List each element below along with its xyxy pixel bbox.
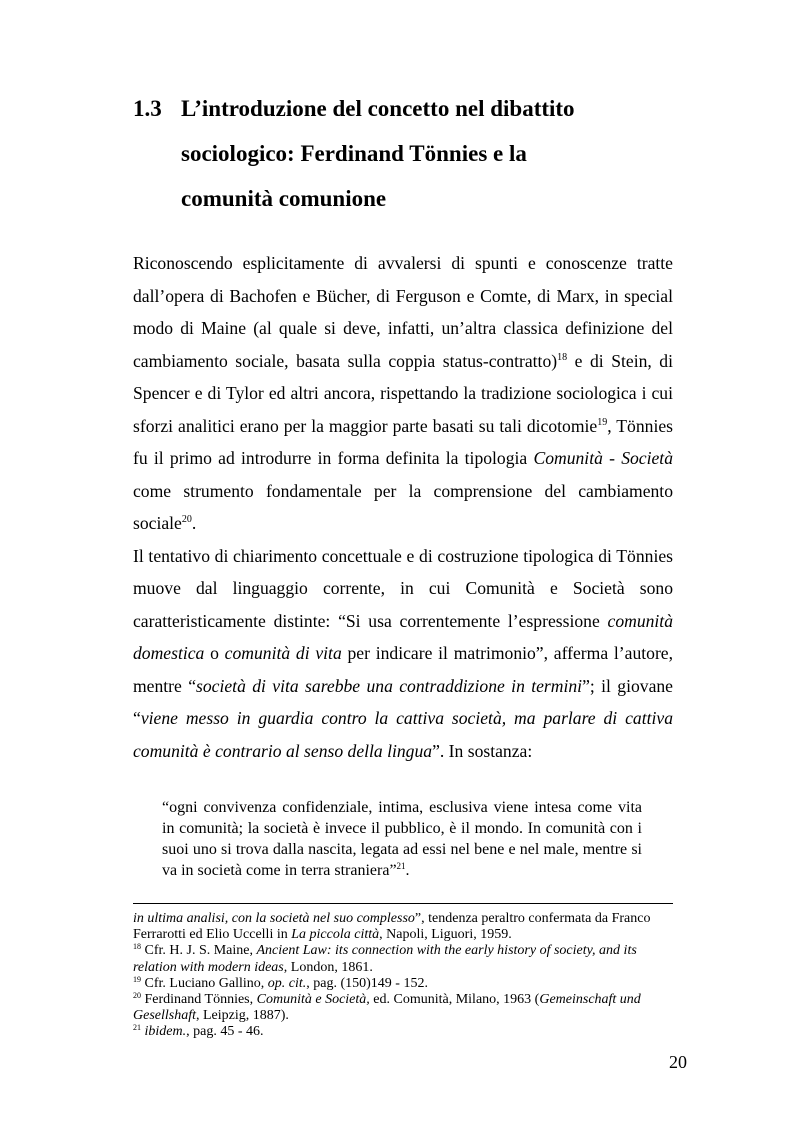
block-quote: “ogni convivenza confidenziale, intima, esclusiva viene intesa come vita in comunità; la società è invece il pubblico, è il mondo. In comunità con i suoi uno si trova dalla nascita, legata ad essi nel bene e nel male, mentre si va in società come in terra straniera”$^{21}$.	[162, 799, 642, 879]
section-title-line-1: L’introduzione del concetto nel dibattito	[181, 96, 575, 121]
paragraph-2: Il tentativo di chiarimento concettuale e di costruzione tipologica di Tönnies muove dal linguaggio corrente, in cui Comunità e Società sono caratteristicamente distinte: “Si usa correntemente l’espressione comunità domestica o comunità di vita per indicare il matrimonio”, afferma l’autore, mentre “società di vita sarebbe una contraddizione in termini”; il giovane “viene messo in guardia contro la cattiva società, ma parlare di cattiva comunità è contrario al senso della lingua”. In sostanza:	[133, 545, 674, 761]
page-number: 20	[669, 1052, 687, 1072]
section-heading	[133, 86, 693, 221]
body-text	[133, 247, 673, 767]
footnote-18: $^{18}$ Cfr. H. J. S. Maine, Ancient Law: its connection with the early history of society, and its relation with modern ideas, London, 1861.	[133, 942, 637, 975]
footnote-ref-20[interactable]: 20	[181, 514, 192, 525]
section-title-line-3: comunità comunione	[181, 186, 387, 211]
footnote-21: $^{21}$ ibidem., pag. 45 - 46.	[133, 1023, 264, 1040]
section-title	[181, 86, 693, 221]
footnote-ref-19[interactable]: 19	[597, 416, 608, 428]
paragraph-1: Riconoscendo esplicitamente di avvalersi di spunti e conoscenze tratte dall’opera di Bachofen e Bücher, di Ferguson e Comte, di Marx, in special modo di Maine (al quale si deve, infatti, un’altra classica definizione del cambiamento sociale, basata sulla coppia status-contratto)$^{18}$ e di Stein, di Spencer e di Tylor ed altri ancora, rispettando la tradizione sociologica i cui sforzi analitici erano per la maggior parte basati su tali dicotomie$^{19}$, Tönnies fu il primo ad introdurre in forma definita la tipologia Comunità - Società come strumento fondamentale per la comprensione del cambiamento sociale$^{20}$.	[133, 253, 673, 533]
footnote-continued: in ultima analisi, con la società nel suo complesso”, tendenza peraltro confermata da Franco Ferrarotti ed Elio Uccelli in La piccola città, Napoli, Liguori, 1959.	[133, 911, 651, 943]
footnote-ref-18[interactable]: 18	[557, 351, 568, 363]
footnote-separator	[133, 903, 673, 904]
section-number: 1.3	[133, 96, 162, 121]
footnotes	[133, 911, 678, 1041]
section-title-line-2: sociologico: Ferdinand Tönnies e la	[181, 141, 527, 166]
footnote-19: $^{19}$ Cfr. Luciano Gallino, op. cit., pag. (150)149 - 152.	[133, 974, 428, 991]
footnote-20: $^{20}$ Ferdinand Tönnies, Comunità e Società, ed. Comunità, Milano, 1963 (Gemeinschaft und Gesellshaft, Leipzig, 1887).	[133, 991, 641, 1024]
footnote-ref-21[interactable]: 21	[396, 861, 406, 871]
